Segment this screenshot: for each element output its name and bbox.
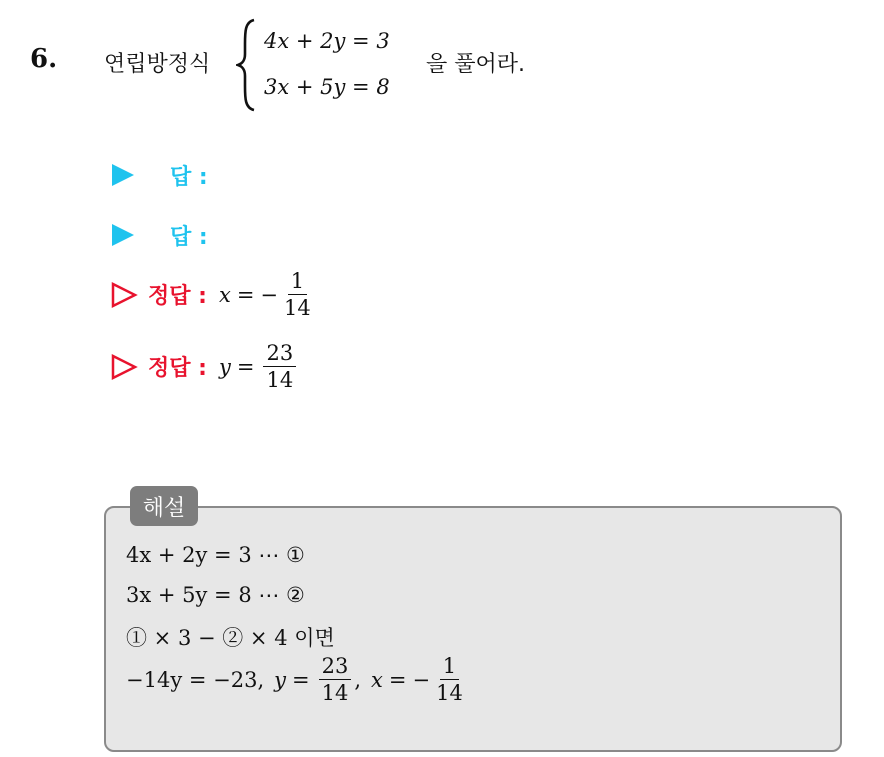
answer-label: 답 :: [170, 164, 208, 190]
equation-1: 4x + 2y = 3: [264, 29, 390, 53]
system-brace: [236, 18, 258, 112]
answer-row-2: [112, 220, 208, 250]
solution-line-1: 4x + 2y = 3 ⋯ ①: [126, 543, 305, 567]
solution-line-3: ① × 3 − ② × 4 이면: [126, 626, 335, 650]
problem-stem: 연립방정식: [104, 52, 211, 77]
answer-arrow-icon: [112, 164, 134, 186]
fraction: $\frac{23}{14}$: [263, 342, 296, 391]
fraction: $\frac{1}{14}$: [284, 269, 311, 321]
problem-suffix: 을 풀어라.: [426, 52, 525, 77]
answer-label: 답 :: [170, 224, 208, 250]
answer-arrow-icon: [112, 224, 134, 246]
answer-row-1: [112, 160, 208, 190]
correct-answer-label: 정답 :: [148, 284, 207, 310]
correct-answer-x: [110, 270, 317, 319]
problem-number: 6.: [30, 44, 58, 74]
fraction: $\frac{1}{14}$: [436, 654, 463, 706]
solution-line-4: −14y = −23, y = $\frac{23}{14}$ , x = − $\frac{1}{14}$: [126, 655, 469, 704]
correct-answer-y-expr: y = $\frac{23}{14}$: [219, 342, 299, 391]
correct-outline-arrow-icon: [110, 281, 138, 309]
correct-answer-x-expr: x = − $\frac{1}{14}$: [219, 270, 317, 319]
correct-outline-arrow-icon: [110, 353, 138, 381]
correct-answer-y: [110, 342, 299, 391]
correct-answer-label: 정답 :: [148, 356, 207, 382]
fraction: $\frac{23}{14}$: [319, 655, 352, 704]
solution-tag: 해설: [130, 486, 198, 526]
equation-2: 3x + 5y = 8: [264, 75, 390, 99]
solution-line-2: 3x + 5y = 8 ⋯ ②: [126, 583, 305, 607]
